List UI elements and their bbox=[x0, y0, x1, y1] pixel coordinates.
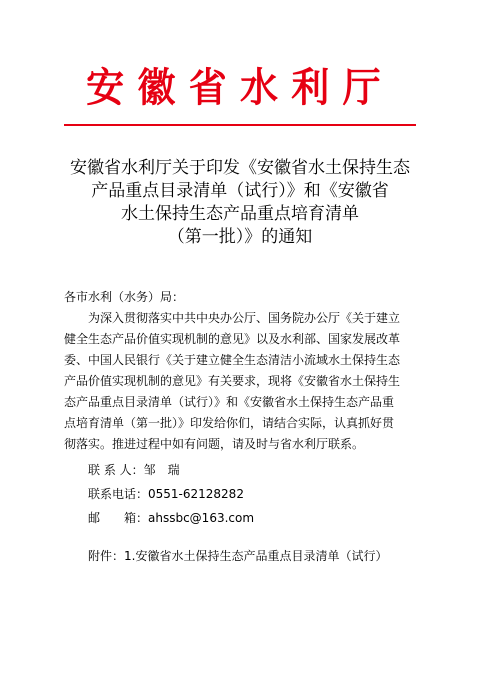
paragraph-line: 健全生态产品价值实现机制的意见》以及水利部、国家发展改革 bbox=[64, 332, 401, 346]
paragraph-line: 委、中国人民银行《关于建立健全生态清洁小流域水土保持生态 bbox=[64, 353, 401, 367]
document-body bbox=[64, 287, 420, 567]
title-line: （第一批）》的通知 bbox=[167, 227, 313, 247]
contact-phone: 联系电话：0551-62128282 bbox=[88, 487, 244, 501]
paragraph-line: 产品价值实现机制的意见》有关要求，现将《安徽省水土保持生 bbox=[64, 374, 401, 388]
paragraph-line: 态产品重点目录清单（试行）》和《安徽省水土保持生态产品重 bbox=[64, 395, 395, 409]
title-line: 安徽省水利厅关于印发《安徽省水土保持生态 bbox=[70, 158, 410, 178]
paragraph-line: 点培育清单（第一批）》印发给你们，请结合实际，认真抓好贯 bbox=[64, 416, 395, 430]
contact-email: 邮 箱：ahssbc@163.com bbox=[88, 511, 255, 525]
spacer bbox=[64, 530, 420, 540]
red-divider-line bbox=[64, 124, 416, 126]
salutation: 各市水利（水务）局： bbox=[64, 290, 185, 304]
attachment-line: 附件：1.安徽省水土保持生态产品重点目录清单（试行） bbox=[88, 549, 388, 563]
document-title bbox=[0, 157, 480, 249]
title-line: 产品重点目录清单（试行）》和《安徽省 bbox=[91, 181, 389, 201]
title-line: 水土保持生态产品重点培育清单 bbox=[121, 204, 359, 224]
paragraph-line: 彻落实。推进过程中如有问题，请及时与省水利厅联系。 bbox=[64, 437, 365, 451]
agency-title: 安徽省水利厅 bbox=[86, 64, 394, 111]
paragraph-line: 为深入贯彻落实中共中央办公厅、国务院办公厅《关于建立 bbox=[88, 311, 401, 325]
contact-person: 联 系 人：邹 瑞 bbox=[88, 463, 180, 477]
